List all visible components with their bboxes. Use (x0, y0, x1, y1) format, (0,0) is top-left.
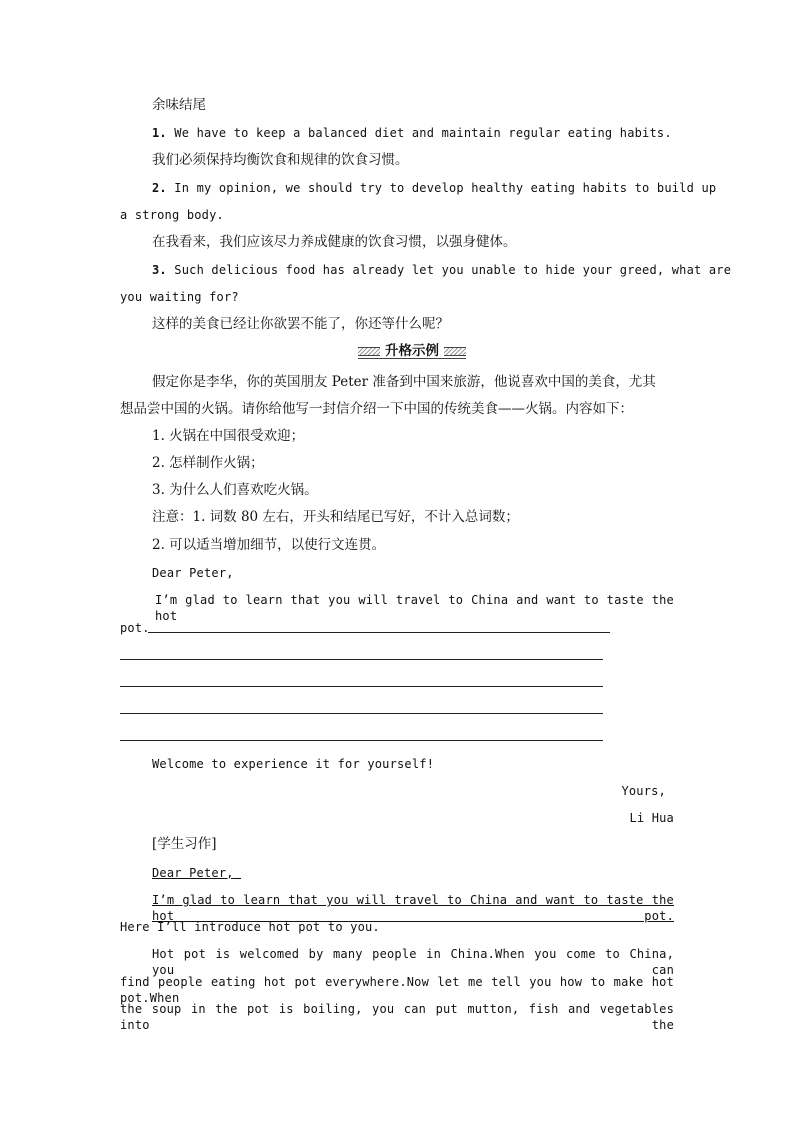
example-section-title (358, 343, 466, 360)
section-heading: 余味结尾 (152, 97, 206, 113)
item-text: Such delicious food has already let you unable to hide your greed, what are (174, 263, 732, 277)
letter-signature: Li Hua (629, 811, 674, 825)
student-line-1: I’m glad to learn that you will travel to China and want to taste the hot pot. (152, 893, 674, 923)
student-salutation (152, 865, 241, 881)
ending-item-2-en-a (152, 180, 717, 196)
prompt-note-1: 注意：1. 词数 80 左右，开头和结尾已写好，不计入总词数； (152, 509, 519, 525)
letter-salutation: Dear Peter, (152, 566, 234, 580)
student-line-2: Here I’ll introduce hot pot to you. (120, 920, 380, 934)
item-text: We have to keep a balanced diet and maintain regular eating habits. (174, 126, 672, 140)
letter-opening-b: pot. (120, 621, 150, 635)
student-paragraph-line-2: find people eating hot pot everywhere.Now let me tell you how to make hot pot.When (120, 975, 674, 1005)
answer-line-4 (120, 713, 603, 714)
answer-line-5 (120, 740, 603, 741)
prompt-point-2: 2. 怎样制作火锅； (152, 455, 264, 471)
answer-line-2 (120, 659, 603, 660)
prompt-line-1: 假定你是李华，你的英国朋友 Peter 准备到中国来旅游，他说喜欢中国的美食，尤其 (152, 374, 656, 390)
title-decoration-left (358, 347, 380, 356)
item-number: 3. (152, 263, 167, 277)
student-salutation-text: Dear Peter, (152, 866, 234, 880)
ending-item-2-en-b: a strong body. (120, 208, 224, 222)
prompt-point-3: 3. 为什么人们喜欢吃火锅。 (152, 482, 318, 498)
example-title-text: 升格示例 (380, 343, 444, 360)
ending-item-2-cn: 在我看来，我们应该尽力养成健康的饮食习惯，以强身健体。 (152, 234, 517, 250)
item-number: 2. (152, 181, 167, 195)
answer-line-1 (148, 632, 610, 633)
ending-item-1-en (152, 125, 672, 141)
prompt-note-2: 2. 可以适当增加细节，以使行文连贯。 (152, 537, 386, 553)
ending-item-3-cn: 这样的美食已经让你欲罢不能了，你还等什么呢？ (152, 316, 449, 332)
item-text: In my opinion, we should try to develop healthy eating habits to build up (174, 181, 717, 195)
title-decoration-right (444, 347, 466, 356)
answer-line-3 (120, 686, 603, 687)
letter-yours: Yours, (621, 784, 666, 798)
prompt-point-1: 1. 火锅在中国很受欢迎； (152, 428, 305, 444)
ending-item-3-en-b: you waiting for? (120, 290, 239, 304)
letter-closing: Welcome to experience it for yourself! (152, 757, 435, 771)
ending-item-1-cn: 我们必须保持均衡饮食和规律的饮食习惯。 (152, 152, 409, 168)
ending-item-3-en-a (152, 262, 731, 278)
student-paragraph-line-3: the soup in the pot is boiling, you can put mutton, fish and vegetables into the (120, 1002, 674, 1032)
student-work-label: [学生习作] (152, 836, 217, 852)
letter-opening-a: I’m glad to learn that you will travel to China and want to taste the hot (155, 593, 674, 623)
item-number: 1. (152, 126, 167, 140)
student-paragraph-line-1: Hot pot is welcomed by many people in China.When you come to China, you can (152, 947, 674, 977)
title-underline (358, 358, 466, 359)
prompt-line-2: 想品尝中国的火锅。请你给他写一封信介绍一下中国的传统美食——火锅。内容如下： (120, 401, 633, 417)
